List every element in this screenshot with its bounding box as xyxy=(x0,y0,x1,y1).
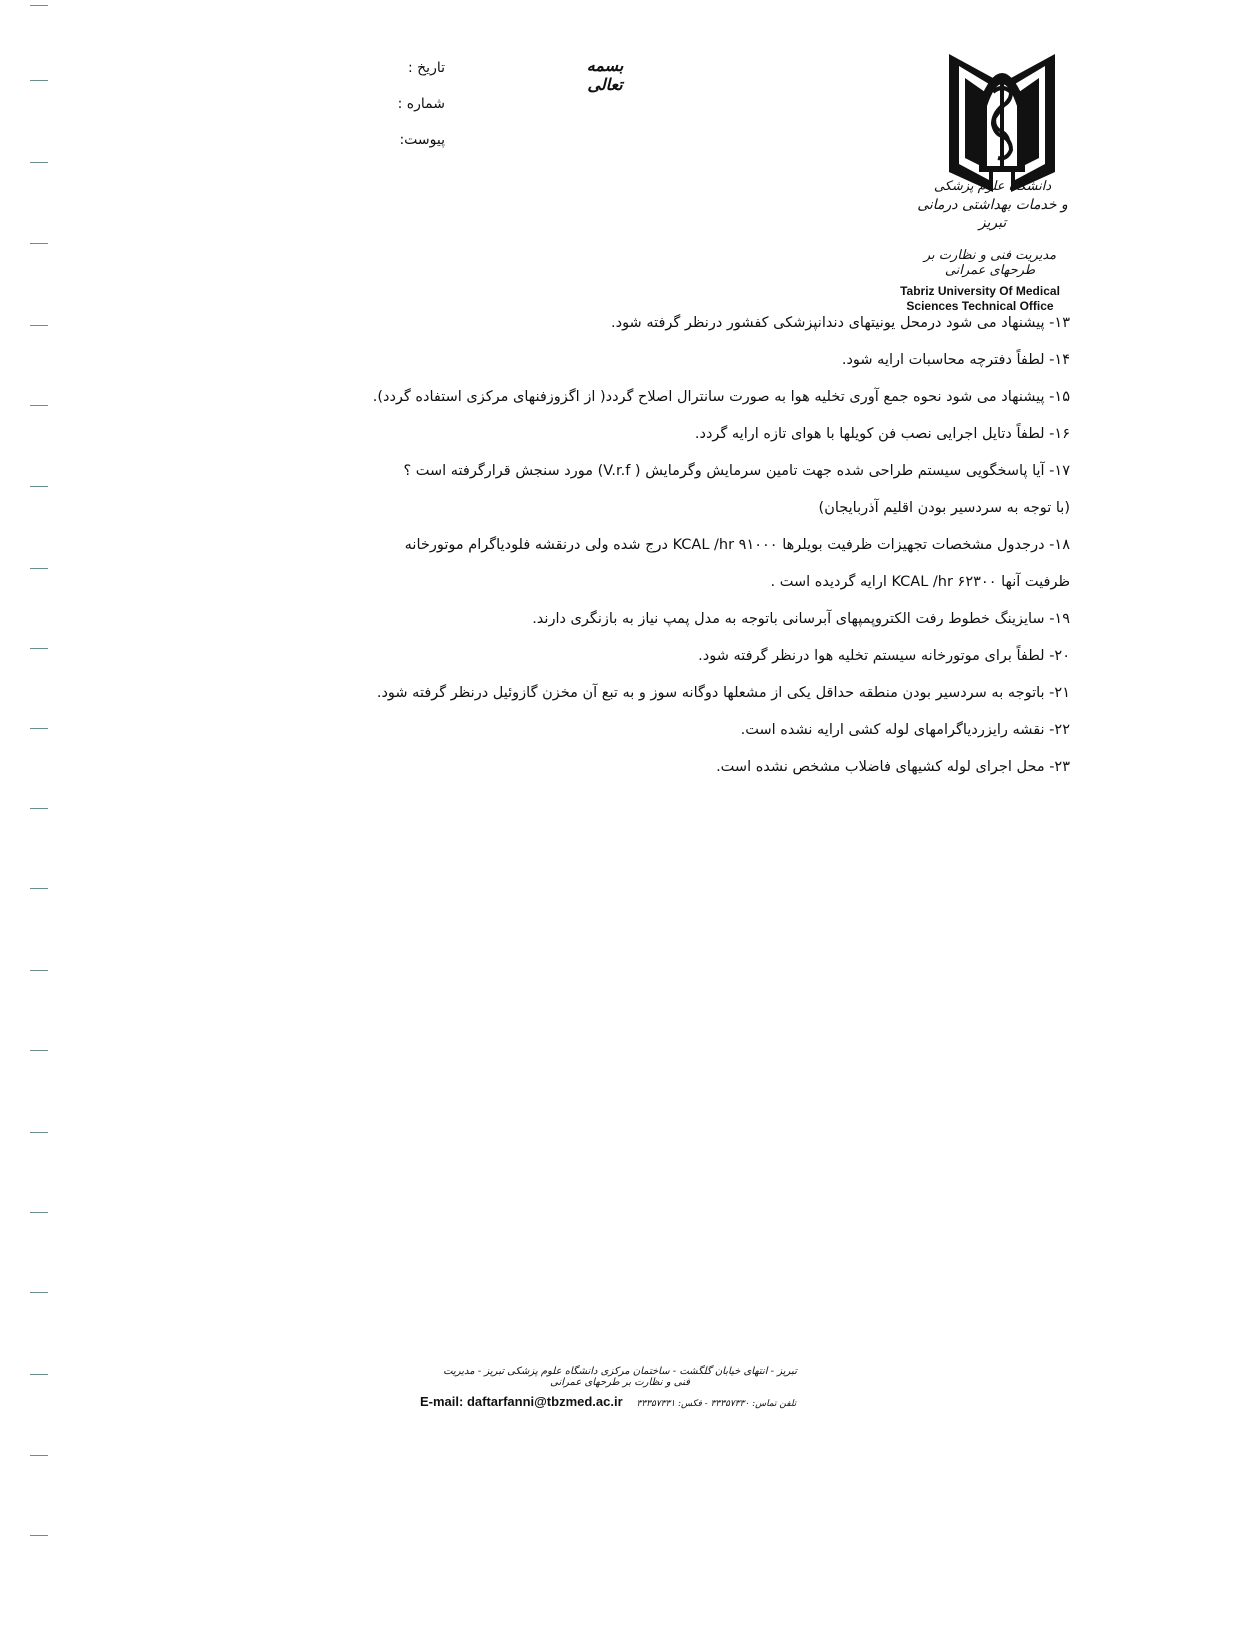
footer-phone: تلفن تماس: ۳۳۳۵۷۳۳۰ - فکس: ۳۳۳۵۷۳۳۱ xyxy=(636,1399,797,1409)
list-item: ۱۴- لطفاً دفترچه محاسبات ارایه شود. xyxy=(841,352,1070,368)
list-item: ۱۵- پیشنهاد می شود نحوه جمع آوری تخلیه هوا به صورت سانترال اصلاح گردد( از اگزوزفنهای مرکزی استفاده گردد). xyxy=(372,389,1070,405)
footer-address: تبریز - انتهای خیابان گلگشت - ساختمان مرکزی دانشگاه علوم پزشکی تبریز - مدیریت فنی و نظارت بر طرحهای عمرانی xyxy=(443,1366,797,1388)
number-label: شماره : xyxy=(397,96,445,112)
list-item: ۲۳- محل اجرای لوله کشیهای فاضلاب مشخص نشده است. xyxy=(716,759,1070,775)
letter-header-fields xyxy=(360,56,445,164)
list-item: ۱۷- آیا پاسخگویی سیستم طراحی شده جهت تامین سرمایش وگرمایش ( V.r.f) مورد سنجش قرارگرفته است ؟ xyxy=(403,463,1070,479)
basmala: بسمه تعالی xyxy=(586,56,624,94)
list-item: ۱۳- پیشنهاد می شود درمحل یونیتهای دندانپزشکی کفشور درنظر گرفته شود. xyxy=(611,315,1070,331)
scan-margin-marks xyxy=(30,0,50,1647)
university-logo xyxy=(943,44,1061,194)
logo-caption xyxy=(910,178,1075,232)
review-items-list xyxy=(200,308,1070,789)
footer-email: E-mail: daftarfanni@tbzmed.ac.ir xyxy=(420,1394,623,1409)
english-name-line2: Sciences Technical Office xyxy=(906,299,1054,313)
list-item: ظرفیت آنها KCAL /hr ۶۲۳۰۰ ارایه گردیده است . xyxy=(770,574,1070,590)
list-item: ۲۰- لطفاً برای موتورخانه سیستم تخلیه هوا درنظر گرفته شود. xyxy=(698,648,1070,664)
footer-contact xyxy=(420,1394,820,1409)
list-item: ۱۹- سایزینگ خطوط رفت الکتروپمپهای آبرسانی باتوجه به مدل پمپ نیاز به بازنگری دارند. xyxy=(532,611,1070,627)
logo-caption-line1: دانشگاه علوم پزشکی xyxy=(933,179,1052,194)
list-item: ۱۸- درجدول مشخصات تجهیزات ظرفیت بویلرها KCAL /hr ۹۱۰۰۰ درج شده ولی درنقشه فلودیاگرام موتورخانه xyxy=(404,537,1070,553)
list-item: ۲۲- نقشه رایزردیاگرامهای لوله کشی ارایه نشده است. xyxy=(740,722,1070,738)
list-item: (با توجه به سردسیر بودن اقلیم آذربایجان) xyxy=(818,500,1070,516)
list-item: ۲۱- باتوجه به سردسیر بودن منطقه حداقل یکی از مشعلها دوگانه سوز و به تبع آن مخزن گازوئیل درنظر گرفته شود. xyxy=(376,685,1070,701)
english-name-line1: Tabriz University Of Medical xyxy=(900,284,1060,298)
date-label: تاریخ : xyxy=(407,60,445,76)
logo-caption-line2: و خدمات بهداشتی درمانی تبریز xyxy=(917,197,1068,231)
list-item: ۱۶- لطفاً دتایل اجرایی نصب فن کویلها با هوای تازه ارایه گردد. xyxy=(694,426,1070,442)
attachment-label: پیوست: xyxy=(399,132,445,148)
office-title: مدیریت فنی و نظارت بر طرحهای عمرانی xyxy=(923,248,1057,278)
